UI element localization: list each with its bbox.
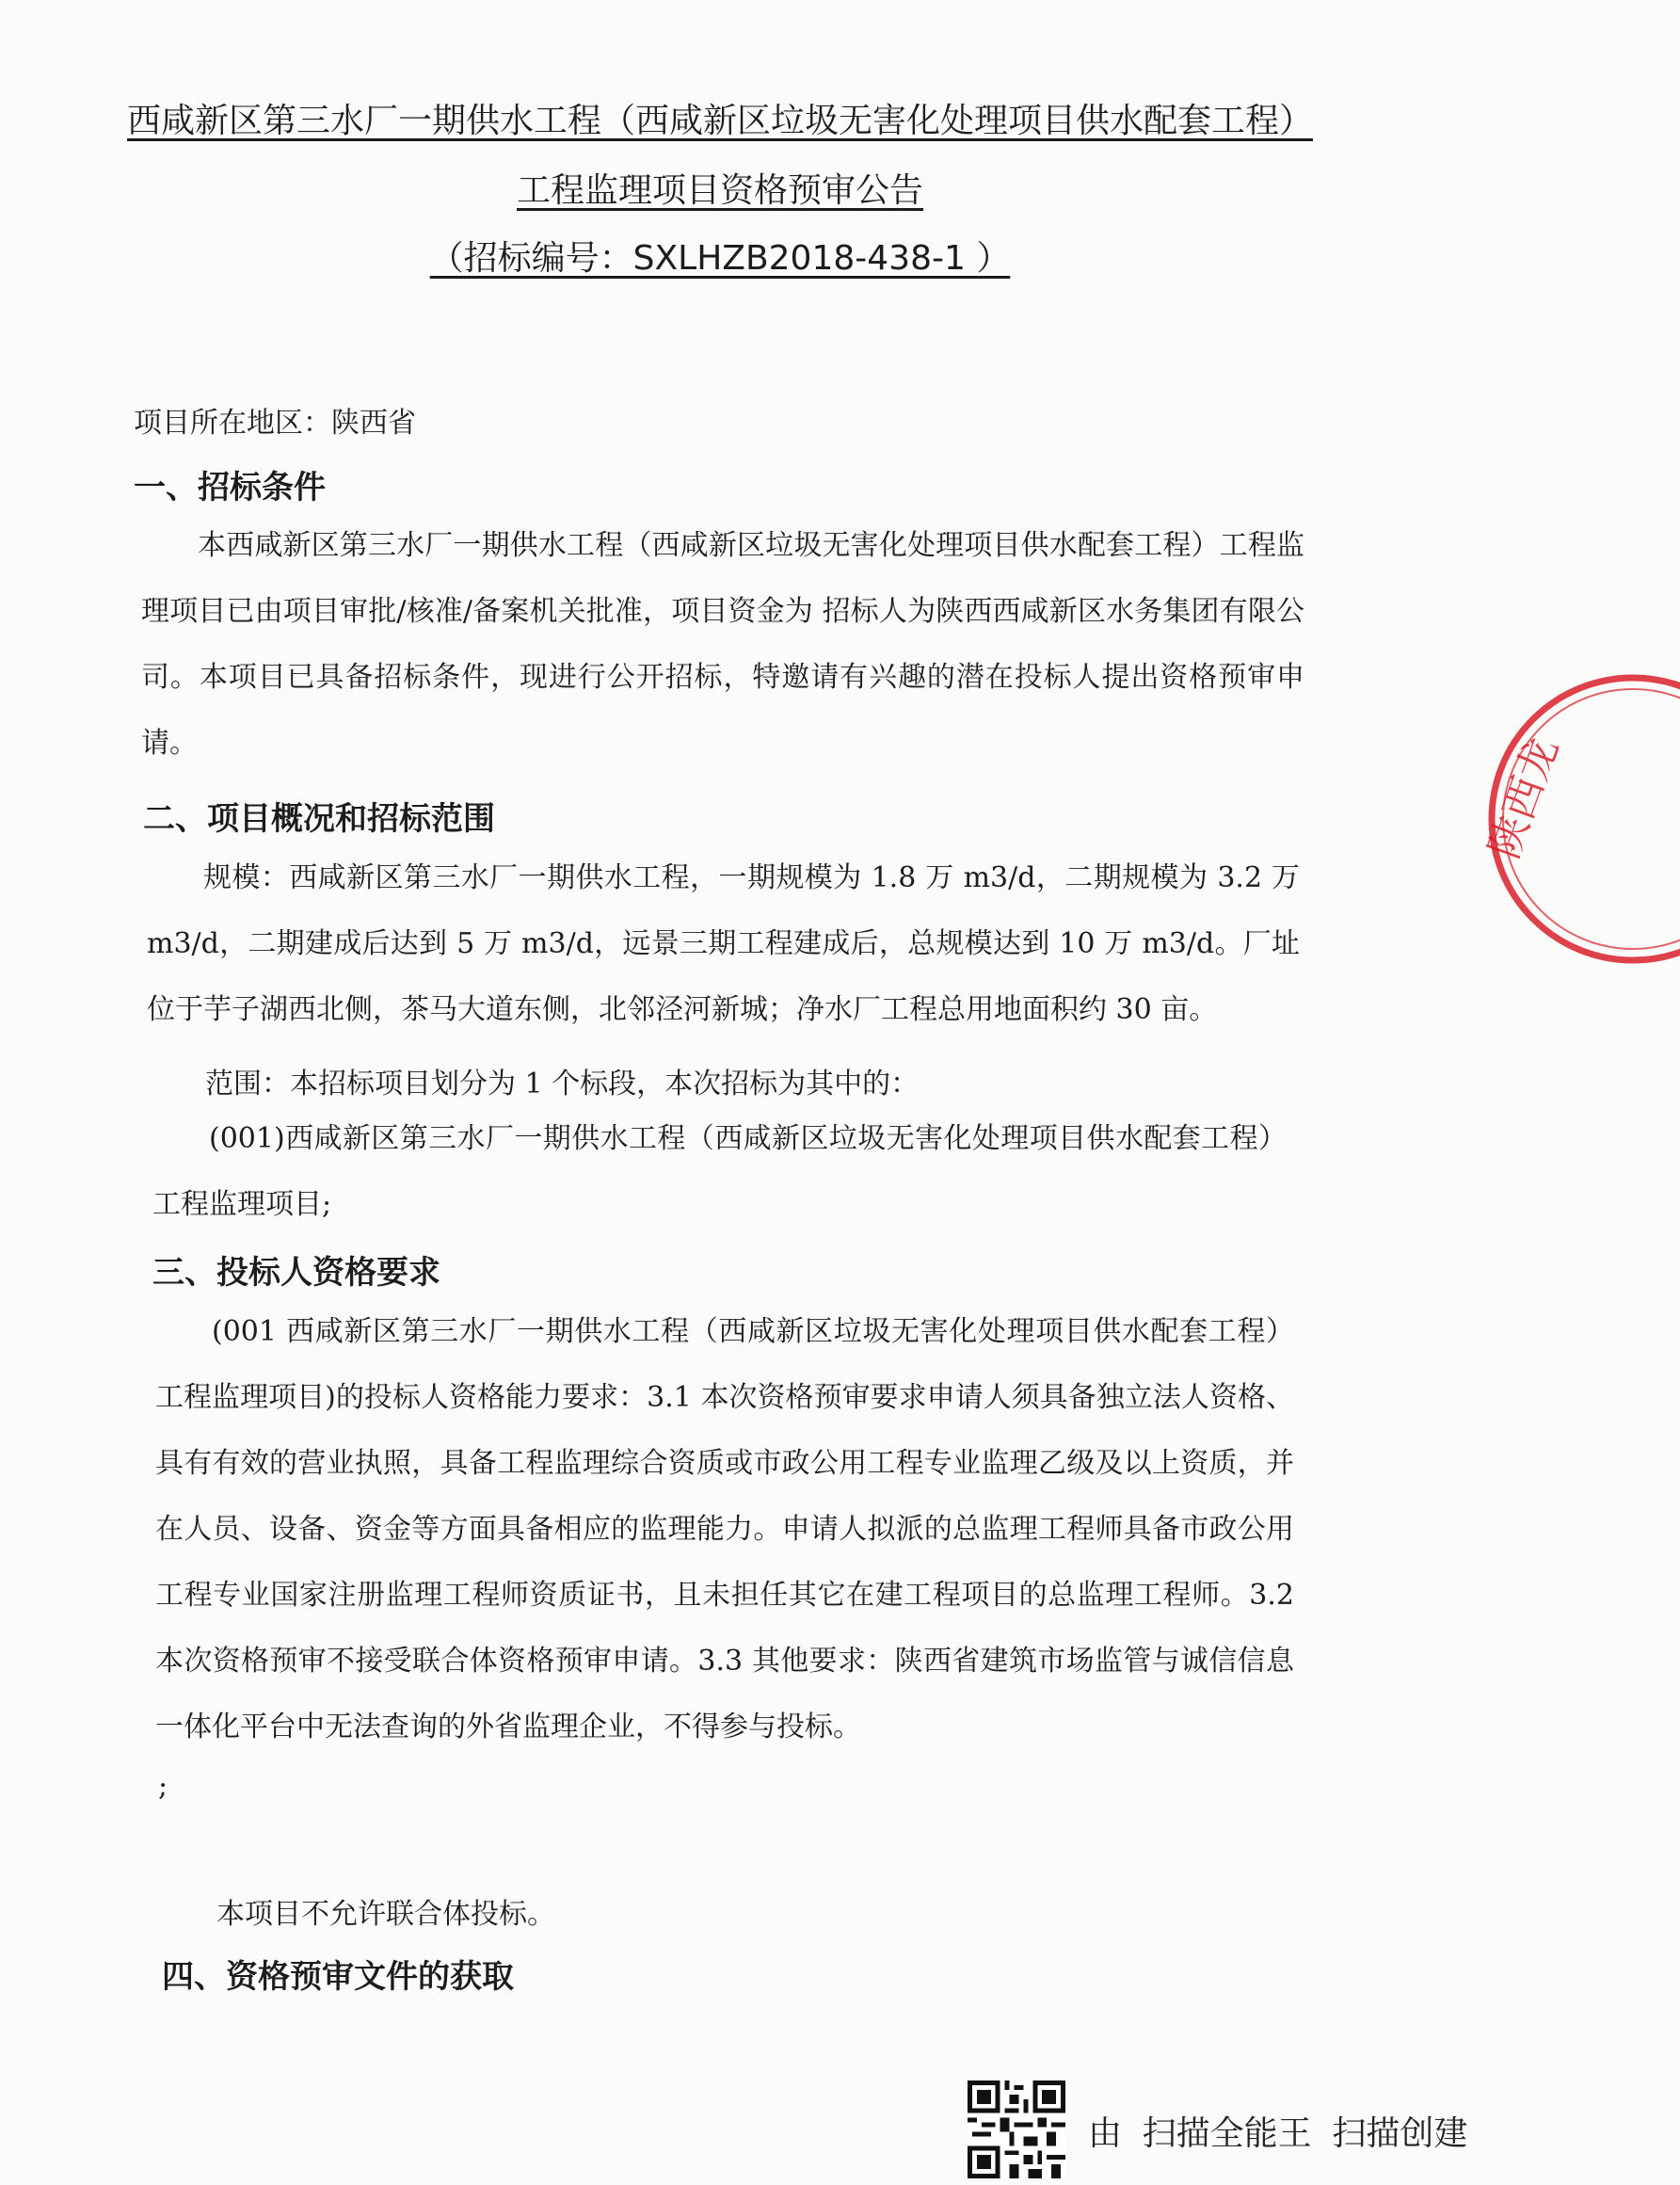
official-seal: [1473, 668, 1680, 970]
section-2-scale: 规模：西咸新区第三水厂一期供水工程，一期规模为 1.8 万 m3/d，二期规模为 3.2 万 m3/d，二期建成后达到 5 万 m3/d，远景三期工程建成后，总规模达到 10 万 m3/d。厂址位于芋子湖西北侧，茶马大道东侧，北邻泾河新城；净水厂工程总用地面积约 30 亩。: [147, 861, 1300, 1026]
section-2-range: 范围：本招标项目划分为 1 个标段，本次招标为其中的：: [205, 1068, 920, 1101]
tender-number: （招标编号：SXLHZB2018-438-1 ）: [429, 239, 1011, 278]
title-line-1: 西咸新区第三水厂一期供水工程（西咸新区垃圾无害化处理项目供水配套工程）: [126, 102, 1313, 140]
title-line-2: 工程监理项目资格预审公告: [516, 171, 923, 210]
section-3-heading: 三、投标人资格要求: [152, 1254, 440, 1292]
scanner-text: 由 扫描全能王 扫描创建: [1088, 2114, 1468, 2153]
section-2-heading: 二、项目概况和招标范围: [143, 800, 495, 838]
section-1-body: 本西咸新区第三水厂一期供水工程（西咸新区垃圾无害化处理项目供水配套工程）工程监理项目已由项目审批/核准/备案机关批准，项目资金为 招标人为陕西西咸新区水务集团有限公司。本项目已具备招标条件，现进行公开招标，特邀请有兴趣的潜在投标人提出资格预审申请。: [141, 529, 1304, 760]
section-4-heading: 四、资格预审文件的获取: [162, 1958, 514, 1996]
project-location: 项目所在地区：陕西省: [134, 407, 416, 440]
section-2-item: (001)西咸新区第三水厂一期供水工程（西咸新区垃圾无害化处理项目供水配套工程）工程监理项目;: [152, 1122, 1272, 1221]
no-consortium-note: 本项目不允许联合体投标。: [216, 1898, 555, 1931]
section-1-heading: 一、招标条件: [134, 469, 326, 506]
seal-text: 陕西龙: [1480, 731, 1568, 865]
section-3-body: (001 西咸新区第三水厂一期供水工程（西咸新区垃圾无害化处理项目供水配套工程）工程监理项目)的投标人资格能力要求：3.1 本次资格预审要求申请人须具备独立法人资格、具有有效的营业执照，具备工程监理综合资质或市政公用工程专业监理乙级及以上资质，并在人员、设备、资金等方面具备相应的监理能力。申请人拟派的总监理工程师具备市政公用工程专业国家注册监理工程师资质证书，且未担任其它在建工程项目的总监理工程师。3.2 本次资格预审不接受联合体资格预审申请。3.3 其他要求：陕西省建筑市场监管与诚信信息一体化平台中无法查询的外省监理企业，不得参与投标。: [155, 1315, 1294, 1743]
section-3-semicolon: ;: [158, 1770, 168, 1803]
qr-code-icon: [968, 2081, 1065, 2178]
